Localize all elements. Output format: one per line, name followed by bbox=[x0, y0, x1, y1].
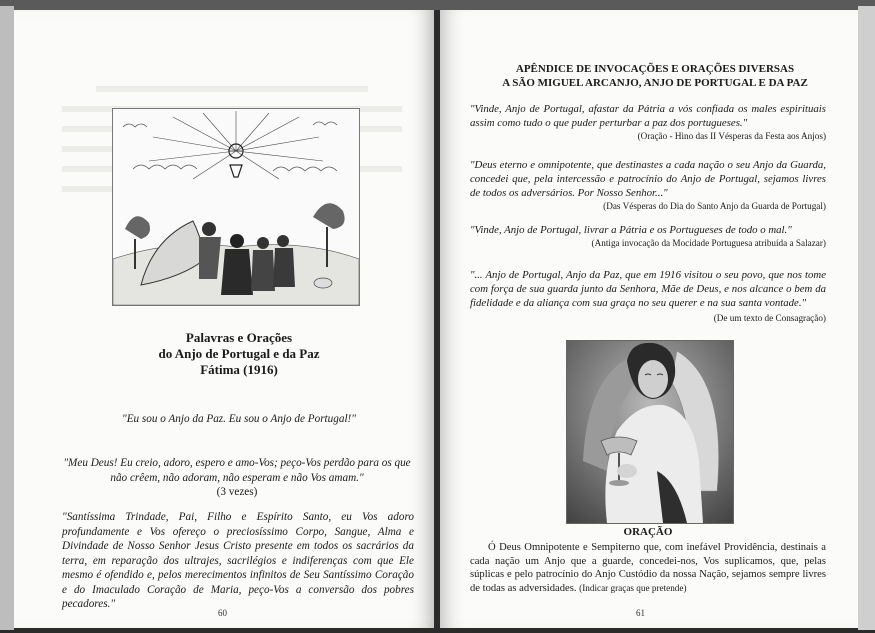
prayer-note: (Indicar graças que pretende) bbox=[579, 582, 687, 593]
scan-top-border bbox=[0, 0, 875, 10]
right-title-line-1: APÊNDICE DE INVOCAÇÕES E ORAÇÕES DIVERSAS bbox=[515, 63, 795, 75]
invocation-4-text: "... Anjo de Portugal, Anjo da Paz, que em 1916 visitou o seu povo, que nos tome com força de sua guarda junto da Senhora, Mãe de Deus, e nos alcance o bem da fidelidade e da aliança com sua graça no seu querer e na sua santa vontade." bbox=[470, 269, 826, 309]
right-title-line-2: A SÃO MIGUEL ARCANJO, ANJO DE PORTUGAL E DA PAZ bbox=[502, 77, 808, 89]
angel-with-chalice-painting bbox=[566, 340, 734, 524]
right-page bbox=[440, 10, 858, 628]
invocation-3-text: "Vinde, Anjo de Portugal, livrar a Pátria e os Portugueses de todo o mal." bbox=[470, 224, 792, 236]
invocation-3 bbox=[470, 223, 826, 250]
angel-quote-peace: "Eu sou o Anjo da Paz. Eu sou o Anjo de Portugal!" bbox=[122, 413, 356, 425]
left-page bbox=[14, 10, 434, 628]
left-page-title bbox=[74, 330, 404, 378]
book-edge-left bbox=[0, 6, 14, 630]
prayer-text bbox=[470, 541, 826, 595]
angel-prayer-my-god bbox=[62, 456, 412, 500]
page-number-left: 60 bbox=[218, 608, 227, 618]
invocation-1-source: (Oração - Hino das II Vésperas da Festa aos Anjos) bbox=[637, 131, 826, 141]
invocation-2-text: "Deus eterno e omnipotente, que destinastes a cada nação o seu Anjo da Guarda, concedei que, pela intercessão e patrocínio do Anjo de Portugal, sejamos livres de todos os adversários. Por Nosso Senhor..." bbox=[470, 159, 826, 199]
right-page-title bbox=[466, 62, 844, 90]
repeat-note: (3 vezes) bbox=[216, 486, 258, 498]
angel-prayer-trinity: "Santíssima Trindade, Pai, Filho e Espírito Santo, eu Vos adoro profundamente e Vos ofereço o preciosíssimo Corpo, Sangue, Alma e Divindade de Nosso Senhor Jesus Cristo presente em todos os sacrários da terra, em reparação dos ultrajes, sacrilégios e indiferenças com que Ele mesmo é ofendido e, pelos merecimentos infinitos de Seu Santíssimo Coração e do Imaculado Coração de Maria, peço-Vos a conversão dos pobres pecadores." bbox=[62, 511, 414, 610]
prayer-title: ORAÇÃO bbox=[623, 526, 673, 538]
left-title-line-2: do Anjo de Portugal e da Paz bbox=[158, 346, 320, 361]
invocation-1 bbox=[470, 102, 826, 143]
fatima-angel-illustration bbox=[112, 108, 360, 306]
prayer-body: Ó Deus Omnipotente e Sempiterno que, com inefável Providência, destinais a cada nação um Anjo que a guarde, concedei-nos, Vos suplicamos, que, pelas súplicas e pelo patrocínio do Anjo Custódio da nossa Nação, sejamos sempre livres de todas as adversidades. bbox=[470, 542, 826, 594]
invocation-1-text: "Vinde, Anjo de Portugal, afastar da Pátria a vós confiada os males espirituais assim como tudo o que puder perturbar a paz dos portugueses." bbox=[470, 103, 826, 129]
page-number-right: 61 bbox=[636, 608, 645, 618]
invocation-3-source: (Antiga invocação da Mocidade Portuguesa atribuída a Salazar) bbox=[591, 238, 826, 248]
invocation-4 bbox=[470, 268, 826, 325]
left-title-line-1: Palavras e Orações bbox=[185, 330, 293, 345]
invocation-2 bbox=[470, 158, 826, 213]
invocation-2-source: (Das Vésperas do Dia do Santo Anjo da Guarda de Portugal) bbox=[603, 201, 826, 211]
left-title-line-3: Fátima (1916) bbox=[200, 362, 278, 377]
invocation-4-source: (De um texto de Consagração) bbox=[713, 313, 826, 323]
book-edge-right bbox=[858, 6, 875, 630]
angel-prayer-my-god-text: "Meu Deus! Eu creio, adoro, espero e amo-Vos; peço-Vos perdão para os que não crêem, não adoram, não esperam e não Vos amam." bbox=[63, 457, 411, 484]
